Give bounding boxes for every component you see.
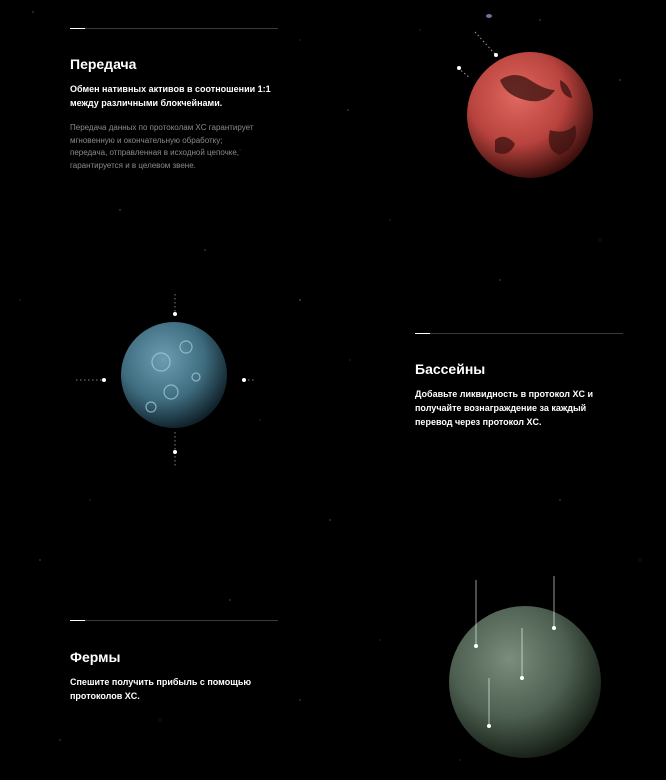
section-lead-line: между различными блокчейнами. xyxy=(70,98,223,108)
section-lead-line: получайте вознаграждение за каждый xyxy=(415,403,587,413)
section-lead-line: Спешите получить прибыль с помощью xyxy=(70,677,252,687)
section-title: Фермы xyxy=(70,649,121,665)
section-title: Передача xyxy=(70,56,137,72)
section-lead-line: протоколов XC. xyxy=(70,691,140,701)
section-lead-line: Обмен нативных активов в соотношении 1:1 xyxy=(70,84,271,94)
section-desc-line: Передача данных по протоколам XC гарантирует xyxy=(70,123,254,132)
blue-planet-illustration xyxy=(76,292,256,472)
section-title: Бассейны xyxy=(415,361,486,377)
section-lead-line: перевод через протокол XC. xyxy=(415,417,542,427)
section-divider xyxy=(70,620,278,621)
red-planet-illustration xyxy=(440,20,640,200)
section-desc-line: передача, отправленная в исходной цепочке, xyxy=(70,148,240,157)
green-planet-illustration xyxy=(445,570,615,780)
section-desc-line: мгновенную и окончательную обработку; xyxy=(70,135,223,145)
farms-section xyxy=(70,620,278,703)
transfer-section xyxy=(70,28,278,172)
section-divider xyxy=(70,28,278,29)
pools-section xyxy=(415,333,623,429)
section-desc-line: гарантируется и в целевом звене. xyxy=(70,160,196,170)
section-divider xyxy=(415,333,623,334)
section-lead-line: Добавьте ликвидность в протокол XC и xyxy=(415,389,594,399)
